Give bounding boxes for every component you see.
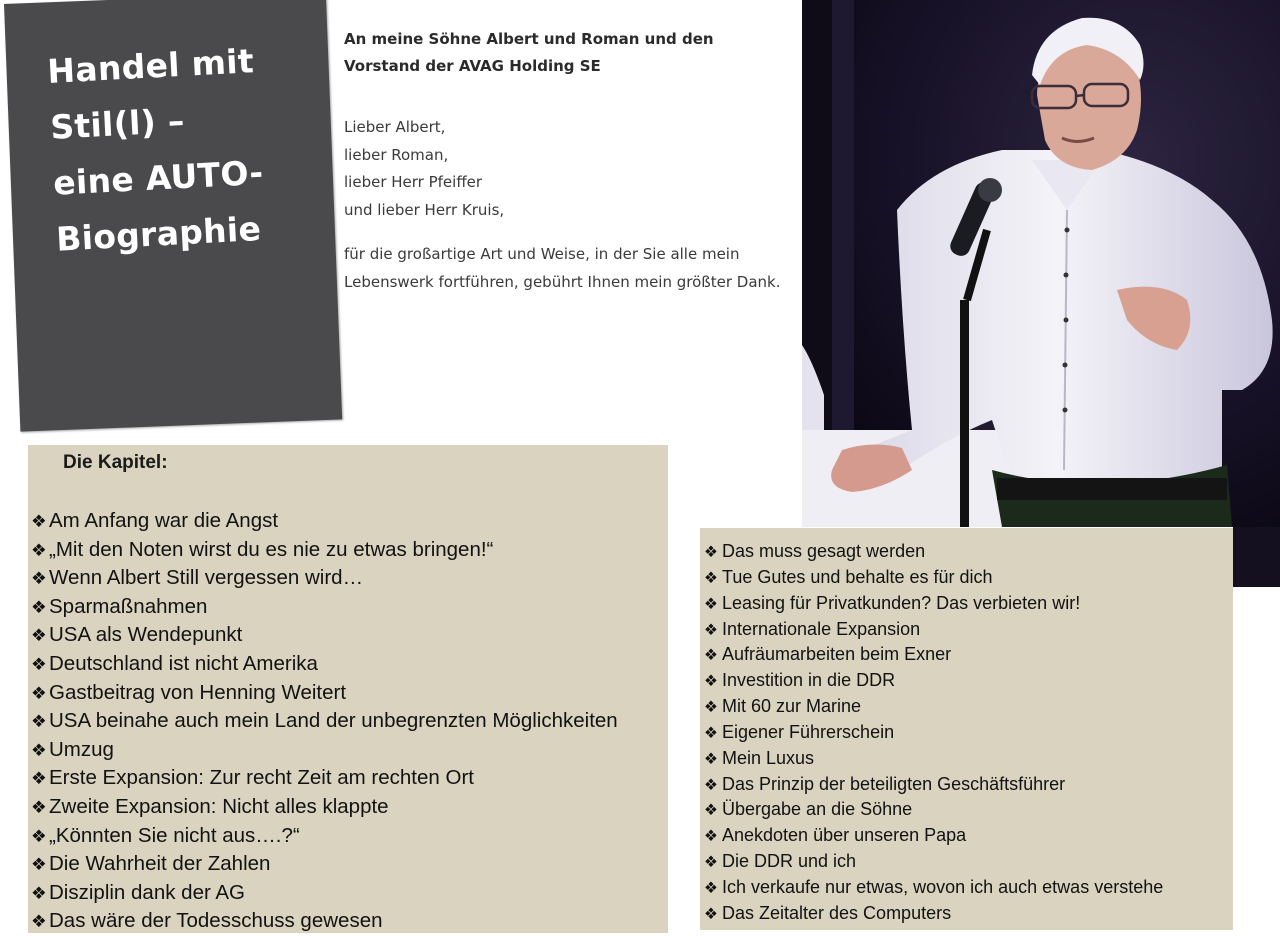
chapter-item: [31, 564, 618, 593]
chapter-title: Sparmaßnahmen: [49, 594, 208, 618]
chapter-title: Übergabe an die Söhne: [722, 799, 913, 820]
chapter-title: Tue Gutes und behalte es für dich: [722, 566, 993, 587]
diamond-bullet-icon: ❖: [704, 647, 718, 665]
chapter-title: „Könnten Sie nicht aus….?“: [49, 823, 300, 847]
chapter-item: [704, 591, 1163, 617]
letter-heading: An meine Söhne Albert und Roman und den Vorstand der AVAG Holding SE: [344, 30, 714, 75]
chapter-item: [31, 536, 618, 565]
chapter-title: Die DDR und ich: [722, 851, 857, 872]
chapter-title: Anekdoten über unseren Papa: [722, 825, 967, 846]
chapter-title: Wenn Albert Still vergessen wird…: [49, 566, 364, 590]
salutation-line: Lieber Albert,: [344, 118, 446, 136]
chapter-title: Am Anfang war die Angst: [49, 509, 279, 532]
book-title: Handel mit Stil(l) – eine AUTO- Biographie: [46, 41, 265, 259]
chapter-title: Disziplin dank der AG: [49, 880, 245, 904]
diamond-bullet-icon: ❖: [31, 625, 47, 646]
chapter-item: [704, 642, 1163, 668]
diamond-bullet-icon: ❖: [31, 568, 47, 589]
chapter-item: [31, 707, 618, 736]
chapter-item: [704, 694, 1163, 720]
diamond-bullet-icon: ❖: [31, 911, 47, 932]
diamond-bullet-icon: ❖: [704, 699, 718, 717]
chapter-title: Aufräumarbeiten beim Exner: [722, 644, 952, 665]
chapter-item: [31, 593, 618, 622]
chapters-panel-left: [28, 445, 668, 933]
speaker-at-microphone-illustration: [802, 0, 1280, 527]
chapter-title: Mein Luxus: [722, 747, 815, 768]
chapter-item: [704, 720, 1163, 746]
diamond-bullet-icon: ❖: [704, 595, 718, 613]
chapter-item: [31, 879, 618, 908]
chapter-item: [31, 822, 618, 851]
diamond-bullet-icon: ❖: [704, 905, 718, 923]
chapter-title: Leasing für Privatkunden? Das verbieten wir!: [722, 592, 1081, 613]
chapter-item: [704, 797, 1163, 823]
diamond-bullet-icon: ❖: [704, 776, 718, 794]
chapter-item: [31, 907, 618, 936]
diamond-bullet-icon: ❖: [31, 825, 47, 846]
letter-body: für die großartige Art und Weise, in der Sie alle mein Lebenswerk fortführen, gebührt Ihnen mein größter Dank.: [344, 245, 781, 291]
diamond-bullet-icon: ❖: [704, 750, 718, 768]
chapter-title: Internationale Expansion: [722, 618, 921, 639]
chapters-panel-right: [700, 528, 1233, 930]
chapter-item: [704, 565, 1163, 591]
diamond-bullet-icon: ❖: [704, 879, 718, 897]
chapter-item: [704, 746, 1163, 772]
diamond-bullet-icon: ❖: [31, 653, 47, 674]
chapter-title: Das wäre der Todesschuss gewesen: [49, 909, 383, 933]
diamond-bullet-icon: ❖: [31, 539, 47, 560]
chapter-title: Mit 60 zur Marine: [722, 696, 862, 717]
diamond-bullet-icon: ❖: [31, 596, 47, 617]
diamond-bullet-icon: ❖: [704, 854, 718, 872]
chapter-list-right: [704, 539, 1163, 927]
chapter-title: USA als Wendepunkt: [49, 623, 243, 647]
chapter-item: [31, 679, 618, 708]
diamond-bullet-icon: ❖: [704, 569, 718, 587]
diamond-bullet-icon: ❖: [31, 796, 47, 817]
chapter-title: USA beinahe auch mein Land der unbegrenzten Möglichkeiten: [49, 709, 618, 733]
diamond-bullet-icon: ❖: [704, 724, 718, 742]
chapter-item: [31, 793, 618, 822]
diamond-bullet-icon: ❖: [704, 673, 718, 691]
chapter-title: Investition in die DDR: [722, 670, 896, 691]
diamond-bullet-icon: ❖: [704, 621, 718, 639]
chapter-title: Zweite Expansion: Nicht alles klappte: [49, 794, 389, 818]
diamond-bullet-icon: ❖: [31, 711, 47, 732]
chapter-item: [31, 764, 618, 793]
chapter-item: [704, 668, 1163, 694]
diamond-bullet-icon: ❖: [704, 802, 718, 820]
chapter-item: [31, 507, 618, 536]
chapter-item: [704, 849, 1163, 875]
chapter-item: [704, 823, 1163, 849]
salutation-line: lieber Roman,: [344, 145, 449, 164]
chapter-title: Das Zeitalter des Computers: [722, 902, 952, 923]
diamond-bullet-icon: ❖: [31, 854, 47, 875]
chapter-title: Erste Expansion: Zur recht Zeit am rechten Ort: [49, 766, 474, 790]
chapter-item: [704, 901, 1163, 927]
chapter-title: Umzug: [49, 737, 114, 761]
chapter-title: Gastbeitrag von Henning Weitert: [49, 680, 347, 704]
letter-salutations: [344, 114, 784, 224]
chapter-title: „Mit den Noten wirst du es nie zu etwas bringen!“: [49, 537, 494, 561]
chapter-item: [704, 875, 1163, 901]
chapter-title: Eigener Führerschein: [722, 721, 895, 742]
chapter-title: Ich verkaufe nur etwas, wovon ich auch etwas verstehe: [722, 876, 1164, 897]
author-photo: [802, 0, 1280, 527]
chapter-item: [704, 772, 1163, 798]
chapters-heading: Die Kapitel:: [63, 452, 168, 473]
salutation-line: lieber Herr Pfeiffer: [344, 173, 483, 191]
diamond-bullet-icon: ❖: [704, 828, 718, 846]
diamond-bullet-icon: ❖: [704, 544, 718, 561]
chapter-title: Die Wahrheit der Zahlen: [49, 852, 271, 876]
diamond-bullet-icon: ❖: [31, 768, 47, 789]
diamond-bullet-icon: ❖: [31, 739, 47, 760]
dedication-letter: [344, 26, 784, 311]
chapter-title: Deutschland ist nicht Amerika: [49, 651, 318, 675]
chapter-item: [31, 650, 618, 679]
chapter-item: [31, 621, 618, 650]
diamond-bullet-icon: ❖: [31, 682, 47, 703]
photo-shadow-edge: [1233, 527, 1280, 587]
chapter-item: [704, 617, 1163, 643]
chapter-title: Das muss gesagt werden: [722, 541, 926, 561]
chapter-item: [31, 850, 618, 879]
diamond-bullet-icon: ❖: [31, 882, 47, 903]
chapter-item: [31, 736, 618, 765]
chapter-item: [704, 539, 1163, 565]
salutation-line: und lieber Herr Kruis,: [344, 200, 505, 219]
chapter-list-left: [31, 507, 618, 936]
diamond-bullet-icon: ❖: [31, 511, 47, 531]
chapter-title: Das Prinzip der beteiligten Geschäftsführer: [722, 773, 1066, 794]
